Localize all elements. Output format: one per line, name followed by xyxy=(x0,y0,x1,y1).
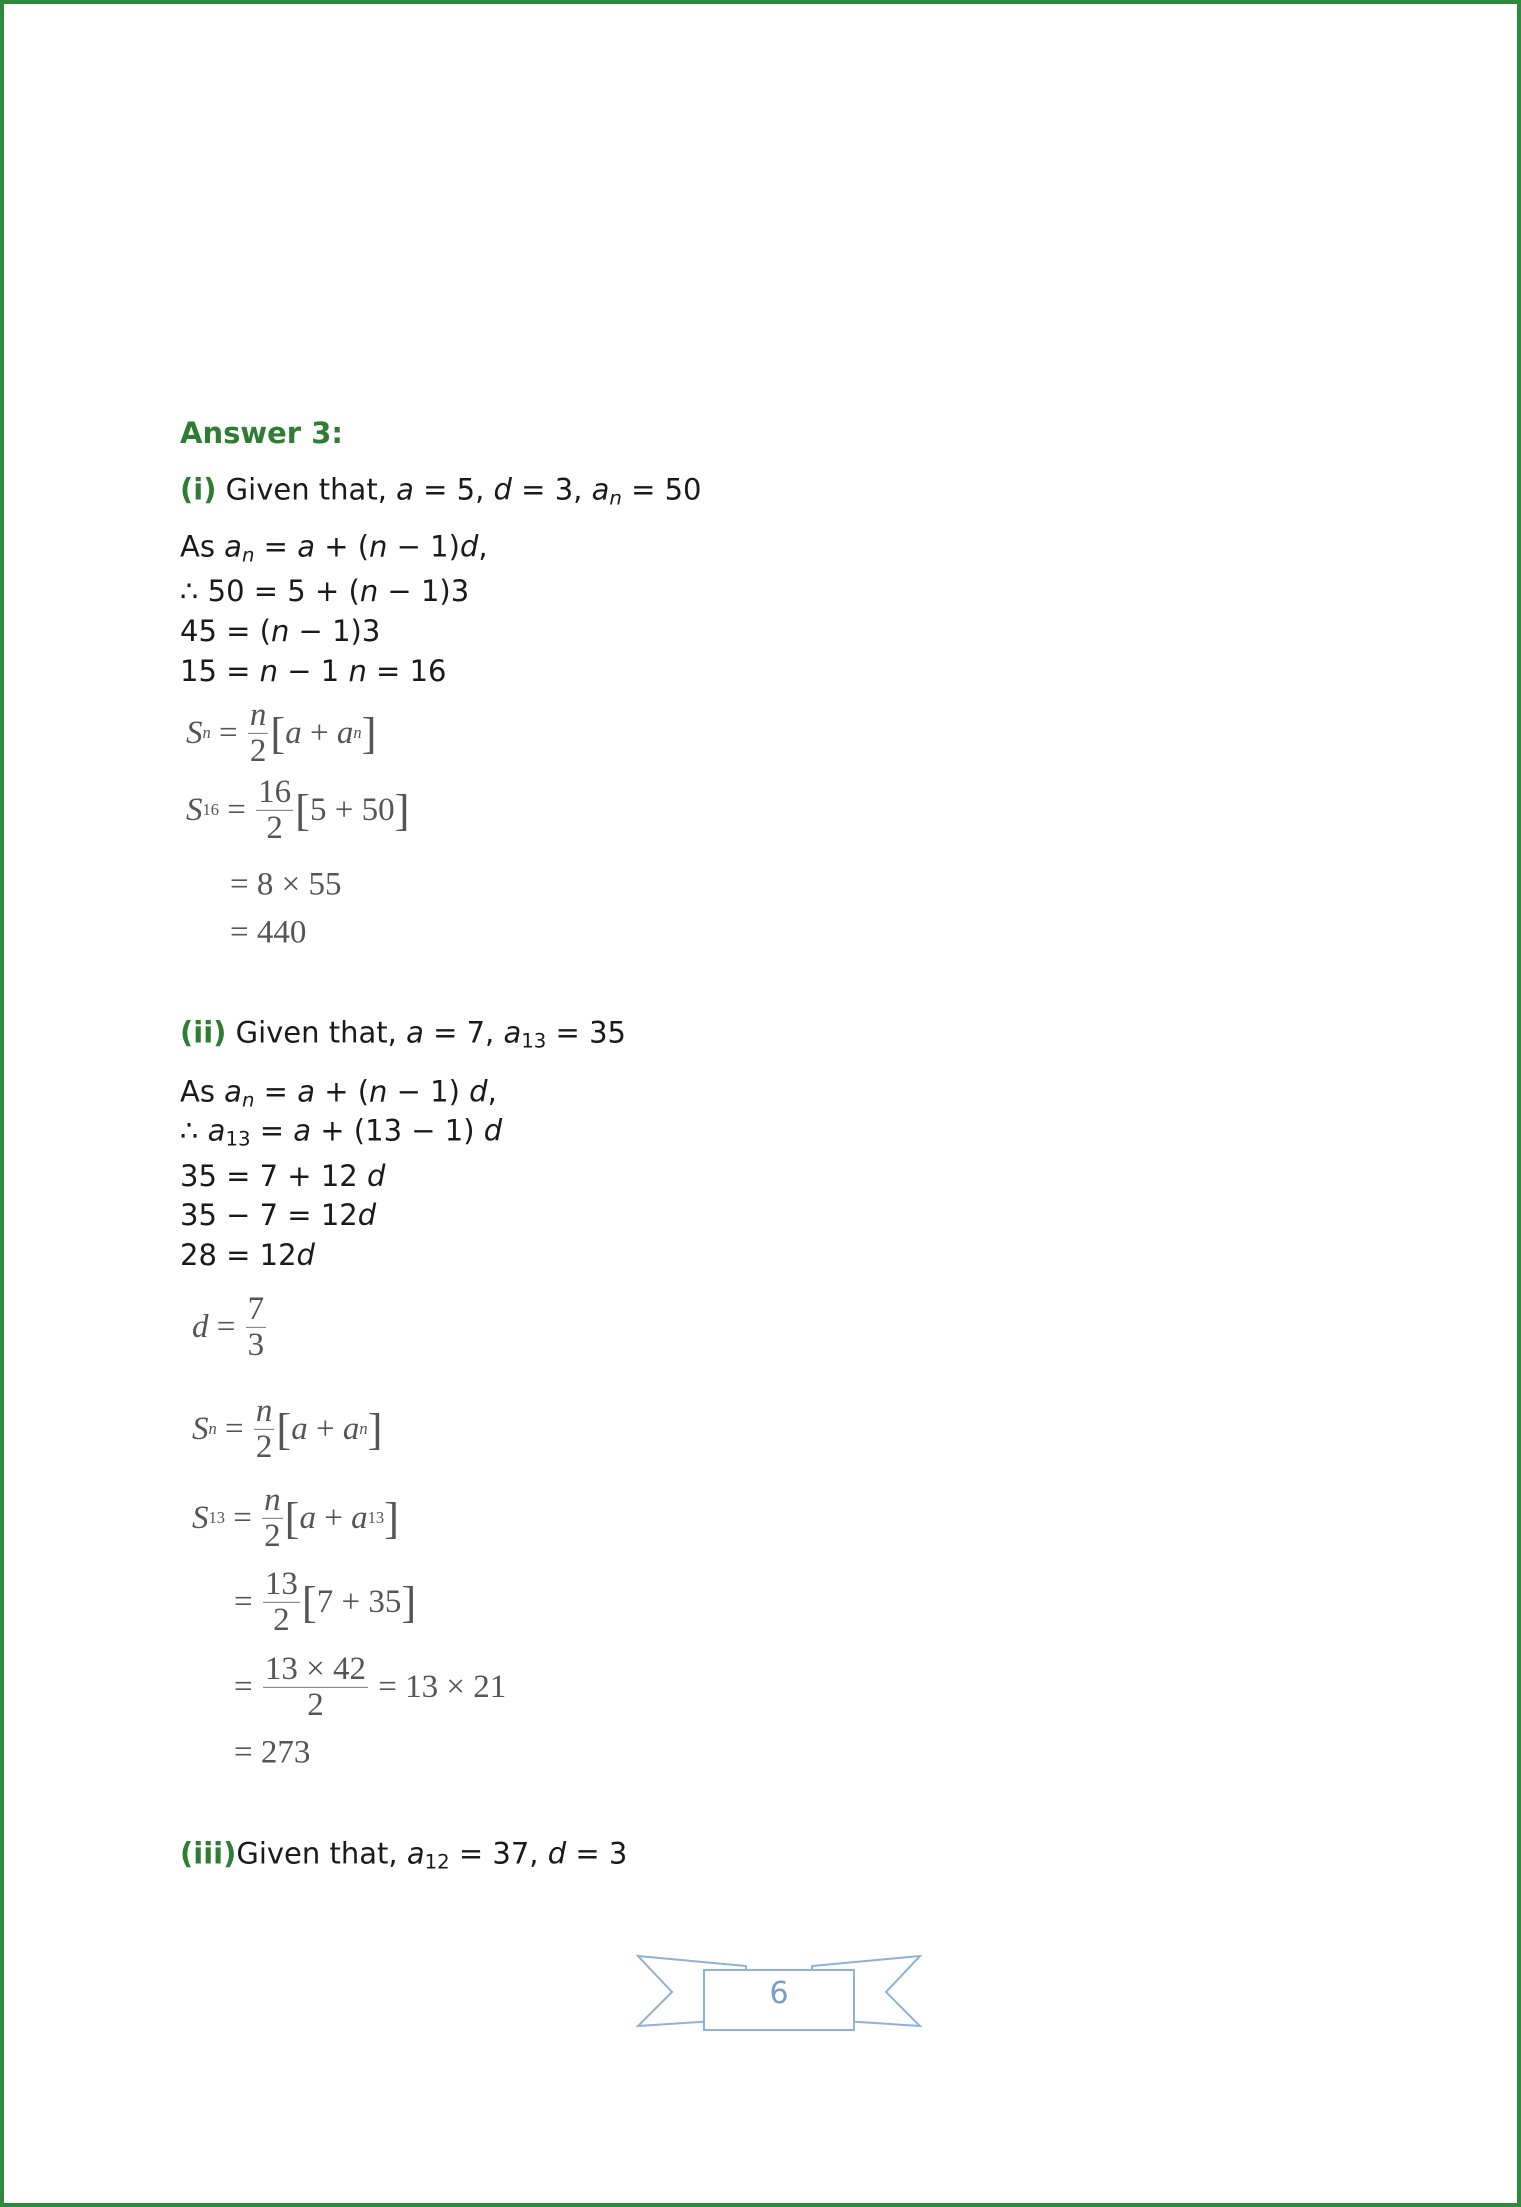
part-ii-given xyxy=(180,1013,626,1062)
text: 5 + 50 xyxy=(309,791,395,828)
subscript: 16 xyxy=(202,800,219,819)
text: 2 xyxy=(273,1601,290,1638)
text: 13 × 42 xyxy=(264,1650,366,1687)
bracket: ] xyxy=(401,1577,417,1627)
formula-s13 xyxy=(192,1483,399,1553)
variable: a xyxy=(591,472,610,507)
equation-line xyxy=(180,527,488,576)
subscript: n xyxy=(241,1088,255,1112)
variable: d xyxy=(493,472,512,507)
variable: a xyxy=(224,1074,242,1109)
page-number-ribbon xyxy=(636,1954,922,2036)
text: + xyxy=(301,714,337,751)
text: 2 xyxy=(307,1686,324,1723)
text: = 37, xyxy=(449,1836,548,1871)
variable: a xyxy=(207,1113,226,1148)
bracket: [ xyxy=(270,708,286,758)
subscript: 13 xyxy=(225,1127,251,1151)
denominator xyxy=(264,811,285,846)
fraction xyxy=(262,1483,283,1553)
part-iii-label: (iii) xyxy=(180,1836,237,1871)
subscript: 13 xyxy=(208,1508,225,1527)
text: = 13 × 21 xyxy=(370,1668,507,1705)
text: = 273 xyxy=(234,1734,311,1771)
numerator xyxy=(248,698,269,734)
variable: a xyxy=(406,1836,425,1871)
text: + ( xyxy=(314,529,370,564)
text: = xyxy=(254,1074,298,1109)
bracket: [ xyxy=(295,785,310,835)
subscript: n xyxy=(359,1419,368,1438)
formula-result xyxy=(234,1735,310,1772)
text: 7 xyxy=(247,1290,265,1327)
text: = 3, xyxy=(511,472,592,507)
formula-d xyxy=(192,1292,268,1362)
variable: a xyxy=(299,1499,316,1536)
variable: d xyxy=(366,1159,386,1193)
fraction xyxy=(254,1394,275,1464)
variable: a xyxy=(297,529,315,564)
numerator xyxy=(246,1292,267,1328)
equation-line xyxy=(180,571,469,611)
text: ∴ 50 = 5 + ( xyxy=(180,574,360,608)
variable: a xyxy=(336,714,354,751)
text: 3 xyxy=(247,1326,265,1363)
equation-line xyxy=(180,1235,315,1275)
text: 35 = 7 + 12 xyxy=(180,1159,367,1193)
denominator xyxy=(262,1519,283,1554)
text: = xyxy=(210,714,246,751)
variable: S xyxy=(192,1410,209,1447)
fraction xyxy=(248,698,269,768)
numerator xyxy=(254,1394,275,1430)
text: = 7, xyxy=(423,1015,504,1050)
bracket: ] xyxy=(361,708,377,758)
variable: a xyxy=(291,1410,308,1447)
bracket: ] xyxy=(394,785,410,835)
text: 45 = ( xyxy=(180,614,271,648)
text: = 5, xyxy=(413,472,494,507)
fraction xyxy=(263,1652,368,1722)
bracket: [ xyxy=(284,1493,300,1543)
equation-line xyxy=(180,1195,376,1235)
text: 2 xyxy=(249,732,267,769)
denominator xyxy=(305,1688,326,1723)
text: − 1) xyxy=(387,529,460,564)
variable: d xyxy=(459,529,479,564)
text: − 1)3 xyxy=(378,574,470,608)
variable: a xyxy=(285,714,302,751)
text: Given that, xyxy=(216,472,397,507)
answer-heading: Answer 3: xyxy=(180,416,343,450)
formula-step xyxy=(234,1652,506,1722)
text: + xyxy=(307,1410,343,1447)
text: = 35 xyxy=(546,1015,626,1050)
fraction xyxy=(256,775,293,845)
formula-s16 xyxy=(186,775,409,845)
text: = xyxy=(208,1308,244,1345)
equation-line xyxy=(180,1156,385,1196)
variable: n xyxy=(264,1481,281,1518)
fraction xyxy=(246,1292,267,1362)
text: = 3 xyxy=(566,1836,628,1871)
text: = xyxy=(234,1668,261,1705)
part-iii-given xyxy=(180,1834,627,1883)
text: 16 xyxy=(258,773,292,810)
subscript: 12 xyxy=(424,1850,450,1874)
formula-sum xyxy=(186,698,376,768)
subscript: n xyxy=(609,486,622,510)
formula-step xyxy=(234,1567,416,1637)
text: = xyxy=(254,529,298,564)
subscript: n xyxy=(208,1419,217,1438)
text: 2 xyxy=(266,809,283,846)
variable: n xyxy=(348,654,367,688)
text: − 1) xyxy=(387,1074,470,1109)
numerator xyxy=(256,775,293,811)
text: 2 xyxy=(255,1428,273,1465)
fraction xyxy=(263,1567,300,1637)
equation-line xyxy=(180,611,380,651)
text: − 1)3 xyxy=(289,614,381,648)
text: As xyxy=(180,1074,225,1109)
variable: d xyxy=(192,1308,209,1345)
text: = xyxy=(250,1113,294,1148)
variable: n xyxy=(359,574,379,608)
part-i-given xyxy=(180,470,702,519)
subscript: n xyxy=(241,543,255,567)
variable: a xyxy=(342,1410,360,1447)
bracket: ] xyxy=(367,1404,383,1454)
given-text xyxy=(236,1836,628,1874)
variable: d xyxy=(483,1113,503,1148)
subscript: n xyxy=(353,723,362,742)
text: = 16 xyxy=(366,654,447,688)
text: 35 − 7 = 12 xyxy=(180,1198,358,1232)
variable: S xyxy=(186,791,203,828)
text: , xyxy=(478,529,488,564)
numerator xyxy=(263,1652,368,1688)
formula-step xyxy=(230,867,341,904)
variable: a xyxy=(293,1113,312,1148)
bracket: ] xyxy=(384,1493,399,1543)
variable: a xyxy=(406,1015,424,1050)
text: = xyxy=(216,1410,252,1447)
equation-line xyxy=(180,651,446,691)
page-number: 6 xyxy=(769,1976,789,2011)
text: Given that, xyxy=(236,1836,407,1871)
text: Given that, xyxy=(226,1015,407,1050)
text: ∴ xyxy=(180,1113,208,1148)
variable: n xyxy=(255,1392,273,1429)
text: + ( xyxy=(314,1074,370,1109)
variable: d xyxy=(357,1198,377,1232)
text: = 440 xyxy=(230,914,307,951)
given-text xyxy=(226,1015,626,1053)
part-ii-label: (ii) xyxy=(180,1015,227,1050)
text: = 8 × 55 xyxy=(230,866,342,903)
bracket: [ xyxy=(276,1404,292,1454)
denominator xyxy=(271,1603,292,1638)
text: 15 = xyxy=(180,654,260,688)
subscript: 13 xyxy=(367,1508,385,1527)
denominator xyxy=(254,1430,275,1465)
variable: d xyxy=(469,1074,488,1109)
text: 13 xyxy=(264,1565,298,1602)
variable: a xyxy=(396,472,414,507)
variable: a xyxy=(297,1074,315,1109)
variable: n xyxy=(369,529,388,564)
denominator xyxy=(248,734,269,769)
text: As xyxy=(180,529,225,564)
variable: a xyxy=(351,1499,368,1536)
part-i-label: (i) xyxy=(180,472,217,507)
numerator xyxy=(262,1483,283,1519)
denominator xyxy=(246,1328,267,1363)
variable: d xyxy=(296,1238,315,1272)
equation-line xyxy=(180,1111,502,1160)
variable: S xyxy=(186,714,203,751)
given-text xyxy=(216,472,702,510)
variable: n xyxy=(249,696,267,733)
variable: n xyxy=(270,614,290,648)
formula-sum xyxy=(192,1394,382,1464)
variable: a xyxy=(503,1015,522,1050)
text: 28 = 12 xyxy=(180,1238,297,1272)
numerator xyxy=(263,1567,300,1603)
subscript: 13 xyxy=(521,1029,547,1053)
text: = xyxy=(225,1499,261,1536)
text: = xyxy=(219,791,255,828)
text: − 1 xyxy=(278,654,349,688)
text: , xyxy=(487,1074,497,1109)
text: = 50 xyxy=(621,472,702,507)
text: = xyxy=(234,1583,261,1620)
variable: n xyxy=(369,1074,388,1109)
bracket: [ xyxy=(301,1577,317,1627)
variable: a xyxy=(224,529,242,564)
formula-result xyxy=(230,915,306,952)
text: + xyxy=(315,1499,352,1536)
variable: d xyxy=(547,1836,567,1871)
text: + (13 − 1) xyxy=(311,1113,484,1148)
text: 2 xyxy=(264,1517,281,1554)
variable: S xyxy=(192,1499,209,1536)
subscript: n xyxy=(202,723,211,742)
variable: n xyxy=(259,654,279,688)
text: 7 + 35 xyxy=(316,1583,402,1620)
